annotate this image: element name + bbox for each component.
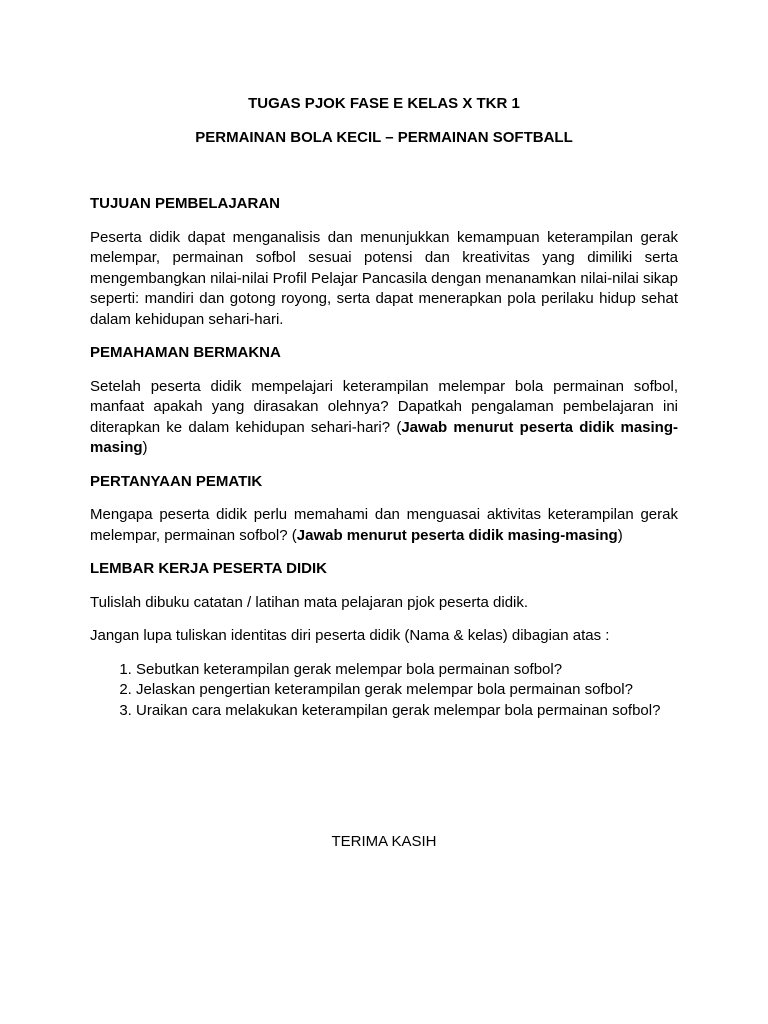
- question-item: 3. Uraikan cara melakukan keterampilan gerak melempar bola permainan sofbol?: [136, 701, 678, 722]
- section-pertanyaan-pematik: [90, 472, 678, 547]
- section-pemahaman-bermakna: [90, 343, 678, 459]
- document-subtitle: PERMAINAN BOLA KECIL – PERMAINAN SOFTBALL: [195, 128, 573, 146]
- section-lembar-kerja: [90, 559, 678, 721]
- section-tujuan-pembelajaran: [90, 194, 678, 330]
- section-heading: TUJUAN PEMBELAJARAN: [90, 195, 281, 212]
- answer-instruction: Jawab menurut peserta didik masing-masing: [90, 418, 679, 456]
- body-text-tail: ): [617, 526, 623, 544]
- section-heading: PEMAHAMAN BERMAKNA: [90, 344, 281, 361]
- question-item: 2. Jelaskan pengertian keterampilan gerak melempar bola permainan sofbol?: [136, 680, 678, 701]
- section-heading: PERTANYAAN PEMATIK: [90, 472, 263, 490]
- closing-text: TERIMA KASIH: [331, 833, 437, 850]
- document-title: TUGAS PJOK FASE E KELAS X TKR 1: [248, 95, 520, 112]
- question-list: [90, 660, 678, 722]
- question-item: 1. Sebutkan keterampilan gerak melempar bola permainan sofbol?: [136, 660, 678, 681]
- section-body: [90, 505, 678, 546]
- section-body: Peserta didik dapat menganalisis dan menunjukkan kemampuan keterampilan gerak melempar, permainan sofbol sesuai potensi dan kreativitas yang dimiliki serta mengembangkan nilai-nilai Profil Pelajar Pancasila dengan menanamkan nilai-nilai sikap seperti: mandiri dan gotong royong, serta dapat menerapkan pola perilaku hidup sehat dalam kehidupan sehari-hari.: [90, 228, 678, 328]
- body-text-tail: ): [142, 439, 148, 456]
- body-text: Setelah peserta didik mempelajari keterampilan melempar bola permainan sofbol, manfaat apakah yang dirasakan olehnya? Dapatkah pengalaman pembelajaran ini diterapkan ke dalam kehidupan sehari-hari? (: [90, 377, 678, 436]
- body-text: Mengapa peserta didik perlu memahami dan menguasai aktivitas keterampilan gerak melempar, permainan sofbol? (: [90, 506, 678, 544]
- instruction-text: Jangan lupa tuliskan identitas diri peserta didik (Nama & kelas) dibagian atas :: [90, 627, 610, 644]
- section-body: [90, 377, 678, 459]
- answer-instruction: Jawab menurut peserta didik masing-masing: [296, 526, 618, 544]
- instruction-text: Tulislah dibuku catatan / latihan mata pelajaran pjok peserta didik.: [90, 593, 529, 611]
- section-heading: LEMBAR KERJA PESERTA DIDIK: [90, 560, 327, 577]
